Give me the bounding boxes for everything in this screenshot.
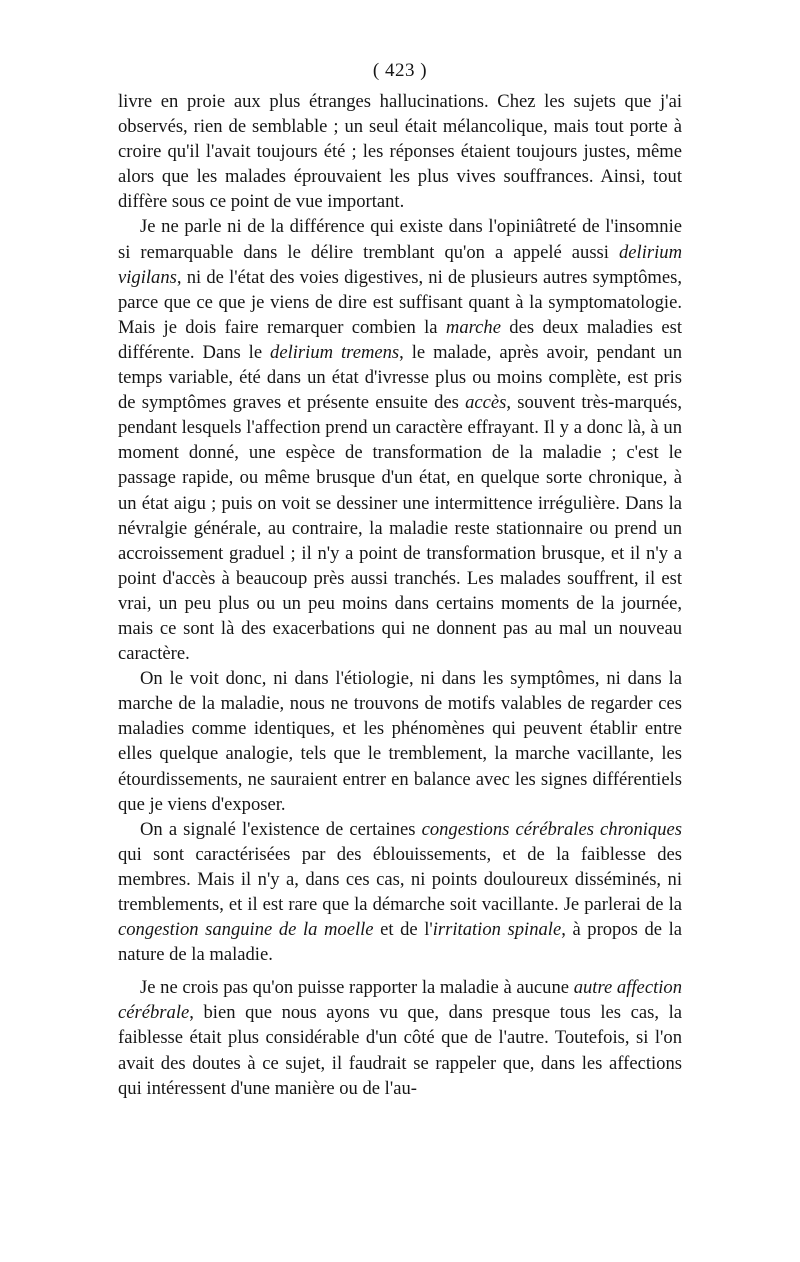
italic-term: marche — [445, 316, 501, 338]
text-segment: , bien que nous ayons vu que, dans presque tous les cas, la faiblesse était plus considérable d'un côté que de l'autre. Toutefois, si l'on avait des doutes à ce sujet, il faudrait se rappeler que, dans les affections qui intéressent d'une manière ou de l'au- — [118, 1002, 682, 1099]
paragraph-4 — [118, 817, 682, 968]
book-page — [118, 56, 682, 1101]
text-segment: et de l' — [373, 919, 433, 941]
text-segment: On a signalé l'existence de certaines — [140, 818, 422, 840]
italic-term: accès — [465, 392, 507, 414]
text-segment: , le malade, après avoir, pendant un temps variable, été dans un état d'ivresse plus ou moins complète, est pris de symptômes graves et présente ensuite des — [118, 341, 682, 414]
italic-term: irritation spinale — [432, 919, 562, 941]
italic-term: congestions cérébrales chroniques — [421, 818, 682, 840]
text-segment: des deux maladies est différente. Dans le — [118, 316, 683, 363]
text-segment: On le voit donc, ni dans l'étiologie, ni dans les symptômes, ni dans la marche de la maladie, nous ne trouvons de motifs valables de regarder ces maladies comme identiques, et les phénomènes qui peuvent établir entre elles quelque analogie, tels que le tremblement, la marche vacillante, les étourdissements, ne sauraient entrer en balance avec les signes différentiels que je viens d'exposer. — [118, 668, 682, 815]
italic-term: delirium tremens — [270, 341, 400, 363]
text-segment: Je ne parle ni de la différence qui existe dans l'opiniâtreté de l'insomnie si remarquable dans le délire tremblant qu'on a appelé aussi — [118, 216, 682, 263]
paragraph-1 — [118, 89, 682, 214]
paragraph-3 — [118, 666, 682, 817]
text-segment: , à propos de la nature de la maladie. — [118, 919, 682, 966]
text-segment: Je ne crois pas qu'on puisse rapporter la maladie à aucune — [140, 977, 574, 999]
text-segment: qui sont caractérisées par des éblouissements, et de la faiblesse des membres. Mais il n'y a, dans ces cas, ni points douloureux disséminés, ni tremblements, et il est rare que la démarche soit vacillante. Je parlerai de la — [118, 843, 682, 915]
page-number: ( 423 ) — [372, 60, 428, 81]
paragraph-2 — [118, 214, 682, 666]
italic-term: congestion sanguine de la moelle — [118, 919, 374, 941]
text-segment: , ni de l'état des voies digestives, ni de plusieurs autres symptômes, parce que ce que je viens de dire est suffisant quant à la symptomatologie. Mais je dois faire remarquer combien la — [118, 266, 682, 338]
italic-term: autre affection cérébrale — [118, 977, 682, 1024]
italic-term: delirium vigilans — [118, 241, 682, 288]
text-segment: livre en proie aux plus étranges hallucinations. Chez les sujets que j'ai observés, rien de semblable ; un seul était mélancolique, mais tout porte à croire qu'il l'avait toujours été ; les réponses étaient toujours justes, même alors que les malades éprouvaient les plus vives souffrances. Ainsi, tout diffère sous ce point de vue important. — [118, 91, 682, 213]
text-segment: , souvent très-marqués, pendant lesquels l'affection prend un caractère effrayant. Il y a donc là, à un moment donné, une espèce de transformation de la maladie ; c'est le passage rapide, ou même brusque d'un état, en quelque sorte chronique, à un état aigu ; puis on voit se dessiner une intermittence irrégulière. Dans la névralgie générale, au contraire, la maladie reste stationnaire ou prend un accroissement graduel ; il n'y a point de transformation brusque, et il n'y a point d'accès à beaucoup près aussi tranchés. Les malades souffrent, il est vrai, un peu plus ou un peu moins dans certains moments de la journée, mais ce sont là des exacerbations qui ne donnent pas au mal un nouveau caractère. — [118, 392, 683, 665]
paragraph-5 — [118, 975, 682, 1100]
